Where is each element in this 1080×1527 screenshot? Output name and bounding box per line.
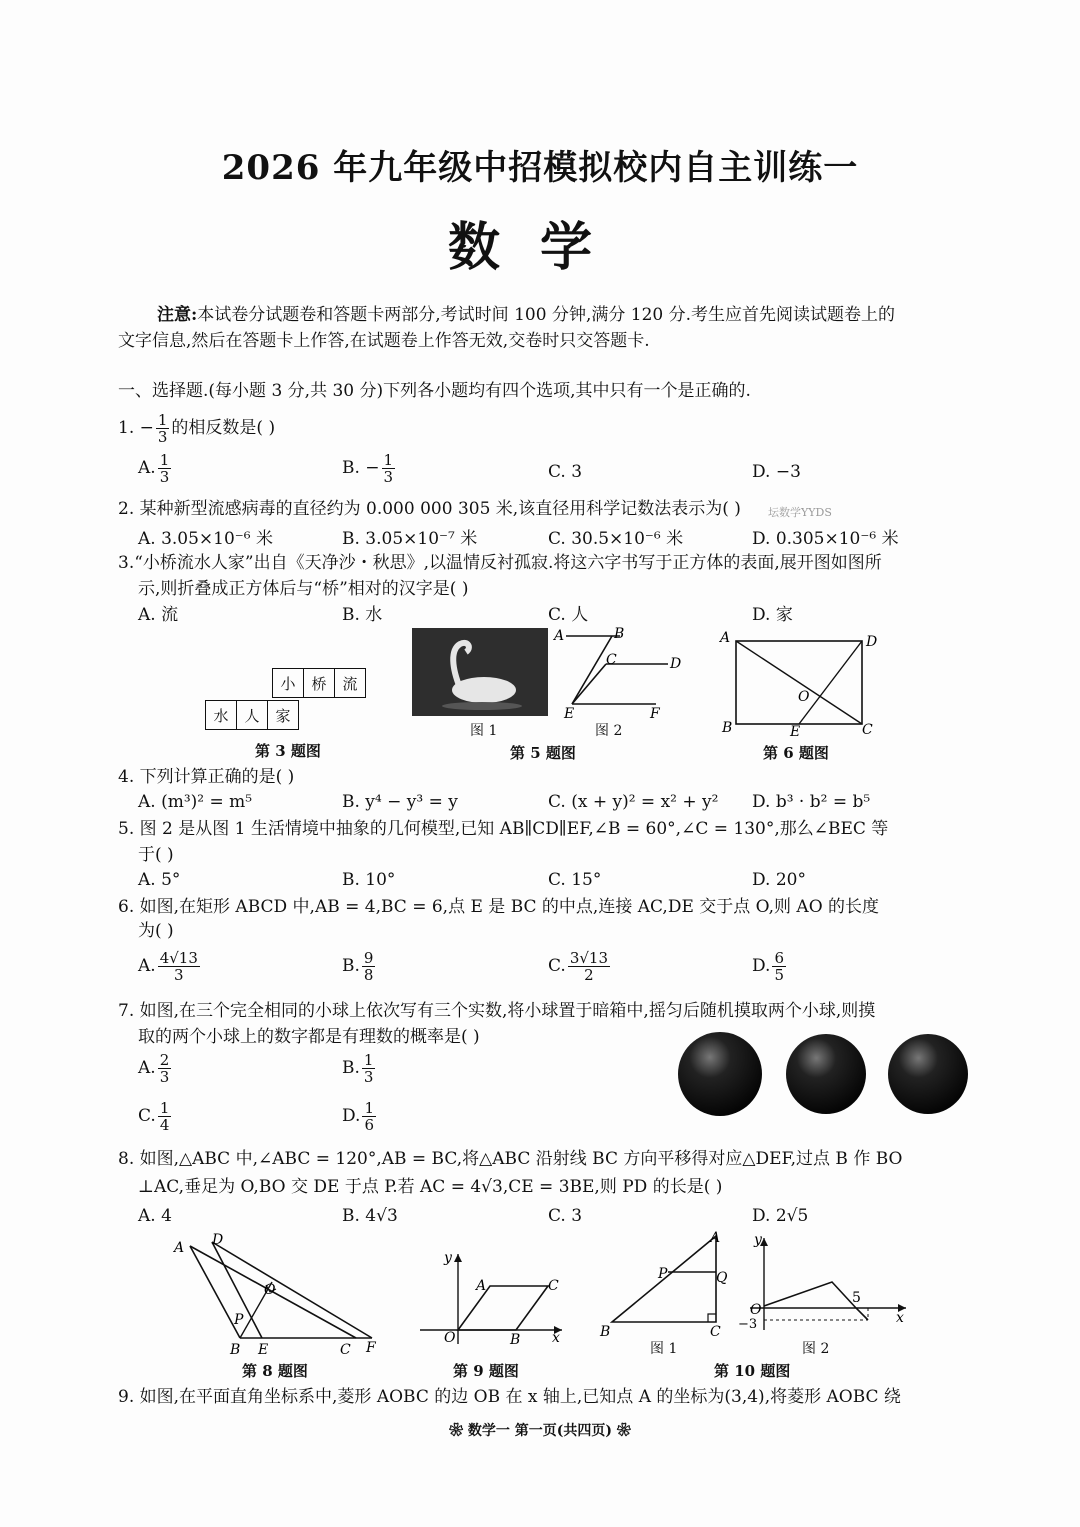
q7-d-fraction (362, 1100, 376, 1133)
q7-d-num: 1 (364, 1099, 374, 1117)
question-7-line-1: 7. 如图,在三个完全相同的小球上依次写有三个实数,将小球置于暗箱中,摇匀后随机摸取两个小球,则摸 (118, 1001, 876, 1021)
label-F: F (366, 1340, 376, 1356)
q7-option-d (342, 1100, 378, 1133)
label-D: D (670, 656, 682, 672)
q7-option-a (138, 1052, 173, 1085)
label-C: C (710, 1324, 721, 1340)
label-A: A (476, 1278, 487, 1294)
caption-fig5-2: 图 2 (595, 723, 623, 739)
label-D: D (866, 634, 878, 650)
q7-b-fraction (362, 1052, 376, 1085)
caption-fig6: 第 6 题图 (763, 744, 829, 762)
q6-a-label: A. (138, 956, 156, 976)
q8-option-a: A. 4 (138, 1206, 172, 1226)
label-C: C (548, 1278, 559, 1294)
label-Q: Q (716, 1270, 728, 1286)
q1-a-num: 1 (159, 451, 170, 469)
q2-option-b: B. 3.05×10⁻⁷ 米 (342, 529, 478, 549)
q5-option-d: D. 20° (752, 870, 806, 890)
q6-b-den: 8 (363, 966, 374, 984)
q1-prefix: 1. − (118, 418, 154, 438)
diagonal-ac (736, 641, 862, 724)
q2-option-c: C. 30.5×10⁻⁶ 米 (548, 529, 684, 549)
label-5: 5 (852, 1290, 861, 1306)
q6-d-num: 6 (774, 949, 784, 967)
q2-option-d: D. 0.305×10⁻⁶ 米 (752, 529, 899, 549)
q1-b-num: 1 (383, 451, 394, 469)
q7-a-fraction (158, 1052, 172, 1085)
caption-fig10-1: 图 1 (650, 1341, 678, 1357)
label-P: P (234, 1312, 244, 1328)
question-8-line-1: 8. 如图,△ABC 中,∠ABC = 120°,AB = BC,将△ABC 沿射线 BC 方向平移得对应△DEF,过点 B 作 BO (118, 1149, 903, 1169)
label-A: A (554, 628, 565, 644)
fig6-rectangle (716, 626, 886, 738)
right-angle-mark (708, 1314, 716, 1322)
label-A: A (174, 1240, 185, 1256)
label-F: F (650, 706, 660, 722)
q5-option-a: A. 5° (138, 870, 181, 890)
q6-c-label: C. (548, 956, 566, 976)
ball-3 (888, 1034, 968, 1114)
ball-1 (678, 1032, 762, 1116)
q3-option-a: A. 流 (138, 605, 179, 625)
q7-c-fraction (158, 1100, 172, 1133)
net-cell: 水 (206, 701, 237, 730)
q6-option-d (752, 950, 788, 983)
q1-b-den: 3 (383, 468, 394, 486)
label-B: B (722, 720, 733, 736)
q7-a-num: 2 (159, 1051, 170, 1069)
q3-option-c: C. 人 (548, 605, 589, 625)
label-y: y (444, 1250, 452, 1266)
label-E: E (258, 1342, 269, 1358)
label-A: A (710, 1230, 721, 1246)
q6-d-label: D. (752, 956, 771, 976)
question-3-line-2: 示,则折叠成正方体后与“桥”相对的汉字是( ) (138, 579, 469, 599)
notice-label: 注意: (157, 305, 198, 325)
net-cell: 人 (237, 701, 268, 730)
net-cell: 桥 (304, 669, 335, 698)
caption-fig10-2: 图 2 (802, 1341, 830, 1357)
caption-fig8: 第 8 题图 (242, 1362, 308, 1380)
notice-line-2: 文字信息,然后在答题卡上作答,在试题卷上作答无效,交卷时只交答题卡. (118, 331, 650, 351)
q3-option-d: D. 家 (752, 605, 793, 625)
caption-fig5: 第 5 题图 (510, 744, 576, 762)
label-y: y (754, 1232, 762, 1248)
q6-d-den: 5 (774, 966, 784, 984)
q7-c-den: 4 (159, 1116, 170, 1134)
line-be (572, 636, 612, 704)
q6-a-num: 4√13 (159, 949, 198, 967)
q1-b-fraction (382, 452, 396, 485)
q7-b-label: B. (342, 1058, 360, 1078)
q6-c-num: 3√13 (569, 949, 609, 967)
q2-option-a: A. 3.05×10⁻⁶ 米 (138, 529, 274, 549)
q6-b-label: B. (342, 956, 360, 976)
swan-reflection (442, 702, 522, 710)
q7-option-c (138, 1100, 173, 1133)
label-C: C (606, 652, 617, 668)
fig8-triangles (168, 1232, 388, 1360)
q6-c-den: 2 (584, 966, 594, 984)
q7-d-label: D. (342, 1106, 361, 1126)
fig10-graph (736, 1230, 912, 1334)
question-5-line-1: 5. 图 2 是从图 1 生活情境中抽象的几何模型,已知 AB∥CD∥EF,∠B = 60°,∠C = 130°,那么∠BEC 等 (118, 819, 889, 839)
question-8-line-2: ⊥AC,垂足为 O,BO 交 DE 于点 P.若 AC = 4√3,CE = 3BE,则 PD 的长是( ) (138, 1177, 723, 1197)
label-C: C (340, 1342, 351, 1358)
q7-c-label: C. (138, 1106, 156, 1126)
question-7-line-2: 取的两个小球上的数字都是有理数的概率是( ) (138, 1027, 480, 1047)
label-O: O (798, 689, 810, 705)
caption-fig3: 第 3 题图 (255, 742, 321, 760)
label-O: O (264, 1282, 276, 1298)
q1-stem-num: 1 (157, 411, 168, 429)
q6-b-num: 9 (363, 949, 374, 967)
label-x: x (896, 1310, 904, 1326)
label-E: E (790, 724, 801, 738)
rhombus-aobc (458, 1286, 548, 1330)
q1-suffix: 的相反数是( ) (171, 418, 276, 438)
label-O: O (750, 1302, 762, 1318)
q1-a-den: 3 (159, 468, 170, 486)
q1-stem-den: 3 (157, 428, 168, 446)
y-axis-arrow (454, 1254, 462, 1262)
q5-option-b: B. 10° (342, 870, 396, 890)
q7-b-num: 1 (363, 1051, 374, 1069)
caption-fig9: 第 9 题图 (453, 1362, 519, 1380)
q7-c-num: 1 (159, 1099, 170, 1117)
label-C: C (862, 722, 873, 738)
q6-d-fraction (772, 950, 786, 983)
q7-a-den: 3 (159, 1068, 170, 1086)
question-6-line-2: 为( ) (138, 921, 174, 941)
net-cell: 小 (273, 669, 304, 698)
swan-body (452, 677, 516, 703)
label-B: B (600, 1324, 611, 1340)
label-D: D (212, 1232, 224, 1248)
q1-b-label: B. − (342, 458, 380, 478)
q6-a-den: 3 (174, 966, 184, 984)
question-3-line-1: 3.“小桥流水人家”出自《天净沙・秋思》,以温情反衬孤寂.将这六字书写于正方体的表面,展开图如图所 (118, 553, 882, 573)
question-1-stem (118, 412, 275, 445)
question-4-stem: 4. 下列计算正确的是( ) (118, 767, 295, 787)
label-B: B (614, 626, 625, 642)
q4-option-b: B. y⁴ − y³ = y (342, 792, 458, 812)
swan-photo (412, 628, 548, 716)
label-B: B (230, 1342, 241, 1358)
fig10-triangle (596, 1228, 736, 1340)
q7-d-den: 6 (364, 1116, 374, 1134)
q1-a-fraction (158, 452, 172, 485)
question-9-line-1: 9. 如图,在平面直角坐标系中,菱形 AOBC 的边 OB 在 x 轴上,已知点 A 的坐标为(3,4),将菱形 AOBC 绕 (118, 1387, 901, 1407)
q6-c-fraction (568, 950, 610, 983)
notice-text-1: 本试卷分试题卷和答题卡两部分,考试时间 100 分钟,满分 120 分.考生应首先阅读试题卷上的 (197, 305, 896, 325)
q6-option-a (138, 950, 202, 983)
line-de (799, 641, 862, 724)
question-5-line-2: 于( ) (138, 845, 174, 865)
q3-option-b: B. 水 (342, 605, 383, 625)
q1-stem-fraction (156, 412, 170, 445)
fig9-rhombus (416, 1244, 568, 1350)
section-heading: 一、选择题.(每小题 3 分,共 30 分)下列各小题均有四个选项,其中只有一个是正确的. (118, 381, 751, 401)
q6-a-fraction (158, 950, 200, 983)
question-6-line-1: 6. 如图,在矩形 ABCD 中,AB = 4,BC = 6,点 E 是 BC 的中点,连接 AC,DE 交于点 O,则 AO 的长度 (118, 897, 880, 917)
caption-fig5-1: 图 1 (470, 723, 498, 739)
watermark: 坛数学YYDS (768, 506, 832, 519)
q4-option-c: C. (x + y)² = x² + y² (548, 792, 719, 812)
q4-option-a: A. (m³)² = m⁵ (138, 792, 253, 812)
label-x: x (552, 1330, 560, 1346)
label-P: P (658, 1266, 668, 1282)
net-cell: 家 (268, 701, 299, 730)
net-cell: 流 (335, 669, 366, 698)
exam-title: 2026 年九年级中招模拟校内自主训练一 (221, 148, 859, 188)
q1-option-b (342, 452, 397, 485)
q7-a-label: A. (138, 1058, 156, 1078)
q1-option-a (138, 452, 173, 485)
q7-option-b (342, 1052, 377, 1085)
cube-net-top (272, 668, 366, 698)
label-E: E (564, 706, 575, 722)
q1-option-d: D. −3 (752, 462, 801, 482)
q1-option-c: C. 3 (548, 462, 583, 482)
label-B: B (510, 1332, 521, 1348)
q6-b-fraction (362, 950, 376, 983)
q1-a-label: A. (138, 458, 156, 478)
caption-fig10: 第 10 题图 (714, 1362, 791, 1380)
q4-option-d: D. b³ · b² = b⁵ (752, 792, 871, 812)
label-neg3: −3 (738, 1317, 758, 1332)
q7-b-den: 3 (363, 1068, 374, 1086)
label-O: O (444, 1330, 456, 1346)
line-ce (572, 664, 606, 704)
label-A: A (720, 630, 731, 646)
balls-photo (676, 1026, 976, 1122)
q6-option-b (342, 950, 377, 983)
fig5-geometry (550, 622, 690, 722)
cube-net-bottom (205, 700, 299, 730)
ball-2 (786, 1034, 866, 1114)
q6-option-c (548, 950, 612, 983)
q8-option-d: D. 2√5 (752, 1206, 809, 1226)
subject-title: 数学 (447, 217, 632, 278)
page-footer: ❀ 数学一 第一页(共四页) ❀ (449, 1423, 631, 1439)
notice-line-1 (157, 302, 895, 328)
q5-option-c: C. 15° (548, 870, 602, 890)
q8-option-b: B. 4√3 (342, 1206, 398, 1226)
question-2-stem: 2. 某种新型流感病毒的直径约为 0.000 000 305 米,该直径用科学记数法表示为( ) (118, 499, 741, 519)
q8-option-c: C. 3 (548, 1206, 583, 1226)
